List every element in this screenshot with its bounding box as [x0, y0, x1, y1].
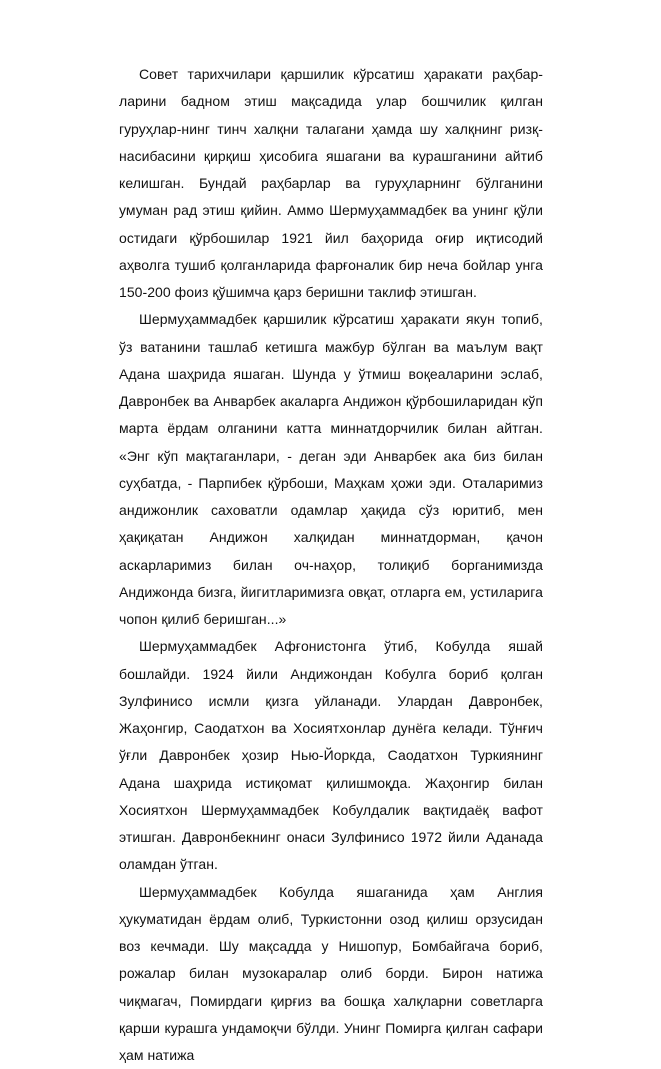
document-page	[119, 61, 543, 1069]
paragraph-1: Совет тарихчилари қаршилик кўрсатиш ҳаракати раҳбар-ларини бадном этиш мақсадида улар бошчилик қилган гуруҳлар-нинг тинч халқни талагани ҳамда шу халқнинг ризқ-насибасини қирқиш ҳисобига яшагани ва курашганини айтиб келишган. Бундай раҳбарлар ва гуруҳларнинг бўлганини умуман рад этиш қийин. Аммо Шермуҳаммадбек ва унинг қўли остидаги қўрбошилар 1921 йил баҳорида оғир иқтисодий аҳволга тушиб қолганларида фарғоналик бир неча бойлар унга 150-200 фоиз қўшимча қарз беришни таклиф этишган.	[119, 61, 543, 306]
paragraph-4: Шермуҳаммадбек Кобулда яшаганида ҳам Англия ҳукуматидан ёрдам олиб, Туркистонни озод қилиш орзусидан воз кечмади. Шу мақсадда у Нишопур, Бомбайгача бориб, рожалар билан музокаралар олиб борди. Бирон натижа чиқмагач, Помирдаги қирғиз ва бошқа халқларни советларга қарши курашга ундамоқчи бўлди. Унинг Помирга қилган сафари ҳам натижа	[119, 879, 543, 1069]
paragraph-3: Шермуҳаммадбек Афғонистонга ўтиб, Кобулда яшай бошлайди. 1924 йили Андижондан Кобулга бориб қолган Зулфинисо исмли қизга уйланади. Улардан Давронбек, Жаҳонгир, Саодатхон ва Хосиятхонлар дунёга келади. Тўнғич ўғли Давронбек ҳозир Нью-Йоркда, Саодатхон Туркиянинг Адана шаҳрида истиқомат қилишмоқда. Жаҳонгир билан Хосиятхон Шермуҳаммадбек Кобулдалик вақтидаёқ вафот этишган. Давронбекнинг онаси Зулфинисо 1972 йили Аданада оламдан ўтган.	[119, 633, 543, 878]
paragraph-2: Шермуҳаммадбек қаршилик кўрсатиш ҳаракати якун топиб, ўз ватанини ташлаб кетишга мажбур бўлган ва маълум вақт Адана шаҳрида яшаган. Шунда у ўтмиш воқеаларини эслаб, Давронбек ва Анварбек акаларга Андижон қўрбошиларидан кўп марта ёрдам олганини катта миннатдорчилик билан айтган. «Энг кўп мақтаганлари, - деган эди Анварбек ака биз билан суҳбатда, - Парпибек қўрбоши, Маҳкам ҳожи эди. Оталаримиз андижонлик саховатли одамлар ҳақида сўз юритиб, мен ҳақиқатан Андижон халқидан миннатдорман, қачон аскарларимиз билан оч-наҳор, толиқиб борганимизда Андижонда бизга, йигитларимизга овқат, отларга ем, устиларига чопон қилиб беришган...»	[119, 306, 543, 633]
